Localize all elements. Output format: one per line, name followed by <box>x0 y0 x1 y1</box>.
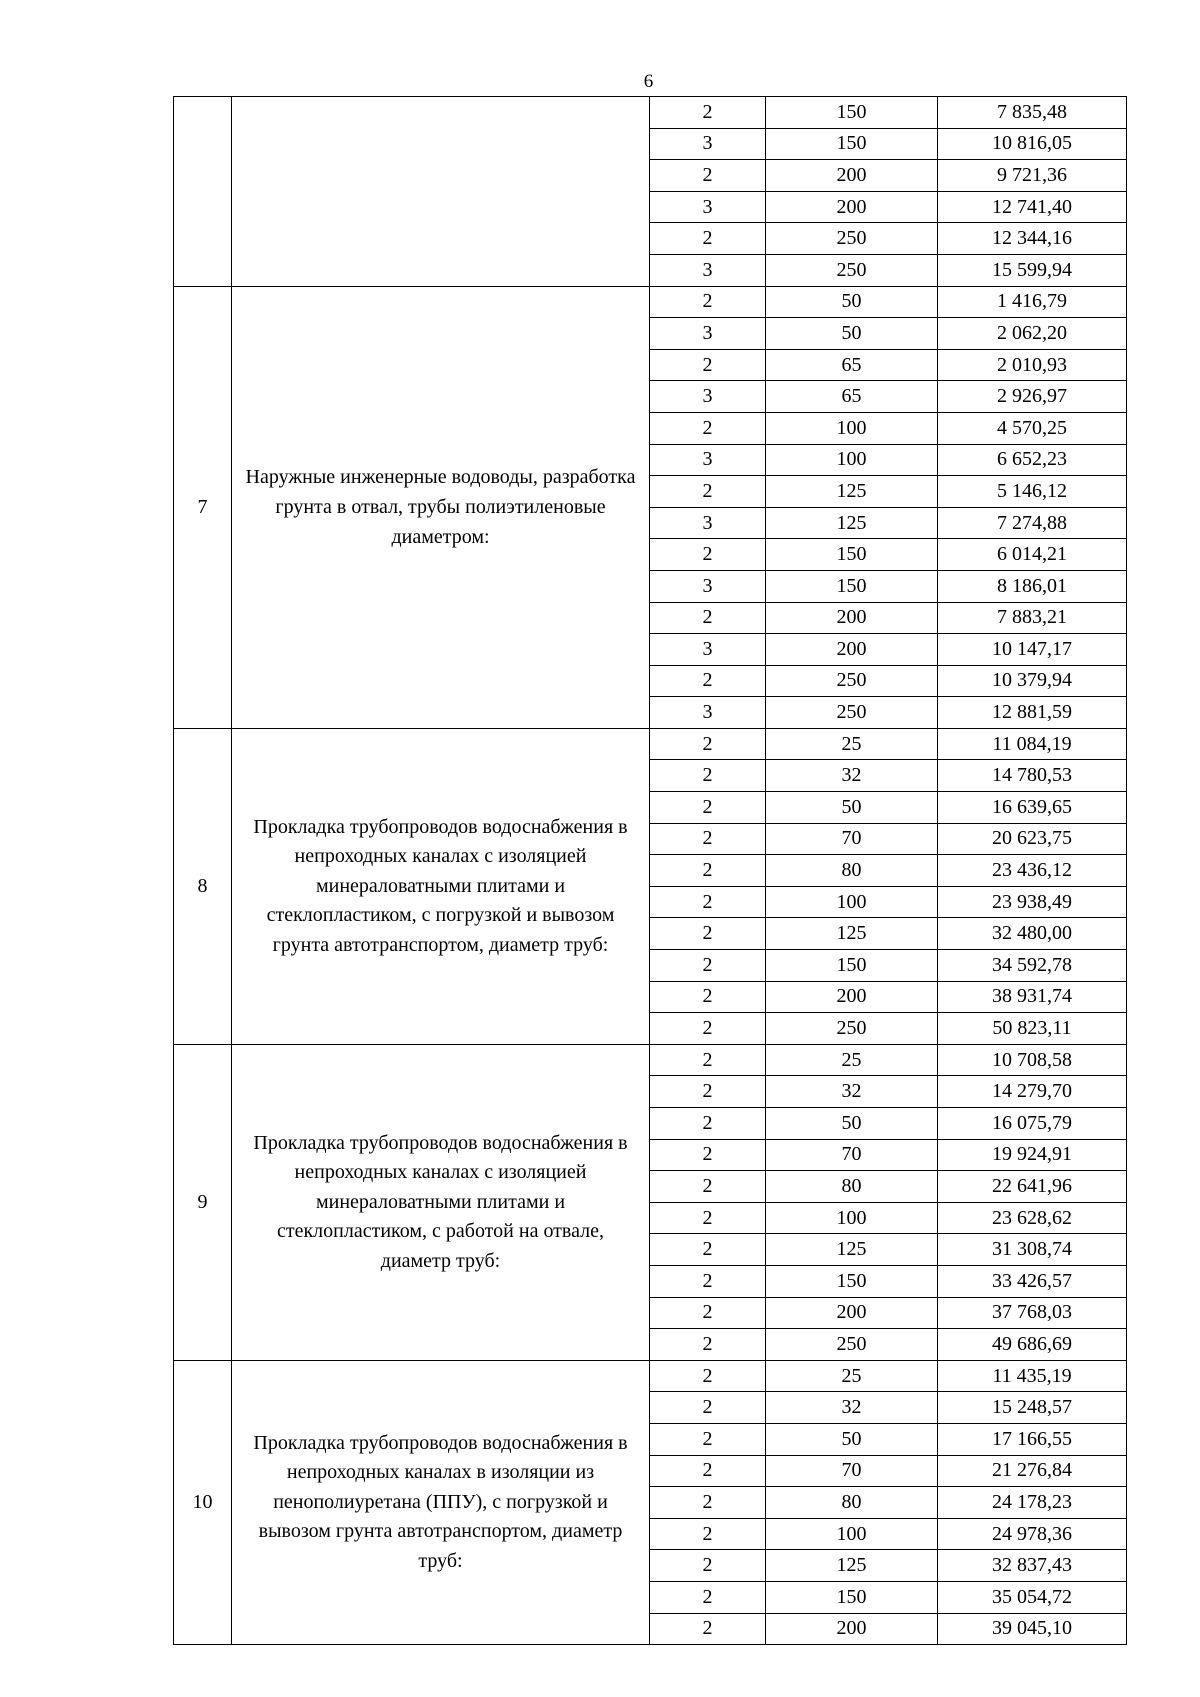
price-cell: 14 780,53 <box>938 760 1127 792</box>
diameter-cell: 65 <box>766 349 938 381</box>
table-row <box>174 728 1127 760</box>
diameter-cell: 150 <box>766 950 938 982</box>
price-cell: 24 978,36 <box>938 1518 1127 1550</box>
category-cell: 2 <box>650 760 766 792</box>
diameter-cell: 150 <box>766 570 938 602</box>
category-cell: 2 <box>650 950 766 982</box>
diameter-cell: 200 <box>766 981 938 1013</box>
section-number <box>174 97 232 287</box>
category-cell: 2 <box>650 1013 766 1045</box>
price-cell: 17 166,55 <box>938 1423 1127 1455</box>
price-cell: 21 276,84 <box>938 1455 1127 1487</box>
diameter-cell: 50 <box>766 1423 938 1455</box>
price-cell: 5 146,12 <box>938 476 1127 508</box>
price-cell: 10 816,05 <box>938 128 1127 160</box>
diameter-cell: 25 <box>766 1044 938 1076</box>
price-cell: 33 426,57 <box>938 1265 1127 1297</box>
section-description: Прокладка трубопроводов водоснабжения в непроходных каналах в изоляции из пенополиуретана (ППУ), с погрузкой и вывозом грунта автотранспортом, диаметр труб: <box>232 1360 650 1644</box>
category-cell: 3 <box>650 697 766 729</box>
price-cell: 32 480,00 <box>938 918 1127 950</box>
price-cell: 19 924,91 <box>938 1139 1127 1171</box>
diameter-cell: 80 <box>766 1487 938 1519</box>
category-cell: 2 <box>650 97 766 129</box>
diameter-cell: 250 <box>766 254 938 286</box>
category-cell: 2 <box>650 918 766 950</box>
price-cell: 11 084,19 <box>938 728 1127 760</box>
price-cell: 32 837,43 <box>938 1550 1127 1582</box>
price-cell: 14 279,70 <box>938 1076 1127 1108</box>
category-cell: 2 <box>650 1392 766 1424</box>
price-cell: 20 623,75 <box>938 823 1127 855</box>
price-cell: 50 823,11 <box>938 1013 1127 1045</box>
diameter-cell: 200 <box>766 191 938 223</box>
category-cell: 2 <box>650 286 766 318</box>
price-cell: 11 435,19 <box>938 1360 1127 1392</box>
diameter-cell: 25 <box>766 728 938 760</box>
diameter-cell: 125 <box>766 918 938 950</box>
diameter-cell: 200 <box>766 1297 938 1329</box>
price-cell: 37 768,03 <box>938 1297 1127 1329</box>
price-cell: 12 881,59 <box>938 697 1127 729</box>
diameter-cell: 32 <box>766 1076 938 1108</box>
category-cell: 2 <box>650 1581 766 1613</box>
price-cell: 16 075,79 <box>938 1108 1127 1140</box>
category-cell: 2 <box>650 981 766 1013</box>
price-cell: 9 721,36 <box>938 160 1127 192</box>
diameter-cell: 125 <box>766 476 938 508</box>
diameter-cell: 150 <box>766 539 938 571</box>
diameter-cell: 250 <box>766 1329 938 1361</box>
diameter-cell: 100 <box>766 412 938 444</box>
category-cell: 2 <box>650 1076 766 1108</box>
price-cell: 4 570,25 <box>938 412 1127 444</box>
price-cell: 12 741,40 <box>938 191 1127 223</box>
category-cell: 3 <box>650 444 766 476</box>
section-description <box>232 97 650 287</box>
category-cell: 2 <box>650 1518 766 1550</box>
price-cell: 10 708,58 <box>938 1044 1127 1076</box>
category-cell: 2 <box>650 1360 766 1392</box>
category-cell: 2 <box>650 1044 766 1076</box>
diameter-cell: 125 <box>766 1234 938 1266</box>
category-cell: 2 <box>650 1487 766 1519</box>
diameter-cell: 50 <box>766 1108 938 1140</box>
table-row <box>174 97 1127 129</box>
price-cell: 15 248,57 <box>938 1392 1127 1424</box>
category-cell: 2 <box>650 412 766 444</box>
diameter-cell: 32 <box>766 1392 938 1424</box>
diameter-cell: 150 <box>766 128 938 160</box>
price-cell: 10 147,17 <box>938 634 1127 666</box>
diameter-cell: 200 <box>766 160 938 192</box>
price-cell: 49 686,69 <box>938 1329 1127 1361</box>
diameter-cell: 200 <box>766 602 938 634</box>
diameter-cell: 65 <box>766 381 938 413</box>
diameter-cell: 125 <box>766 1550 938 1582</box>
diameter-cell: 50 <box>766 792 938 824</box>
category-cell: 2 <box>650 223 766 255</box>
price-cell: 16 639,65 <box>938 792 1127 824</box>
category-cell: 2 <box>650 539 766 571</box>
diameter-cell: 150 <box>766 97 938 129</box>
category-cell: 2 <box>650 1423 766 1455</box>
category-cell: 2 <box>650 476 766 508</box>
price-cell: 6 652,23 <box>938 444 1127 476</box>
section-number: 9 <box>174 1044 232 1360</box>
category-cell: 2 <box>650 823 766 855</box>
category-cell: 2 <box>650 1171 766 1203</box>
price-cell: 12 344,16 <box>938 223 1127 255</box>
category-cell: 2 <box>650 1234 766 1266</box>
diameter-cell: 250 <box>766 697 938 729</box>
diameter-cell: 70 <box>766 823 938 855</box>
diameter-cell: 100 <box>766 1202 938 1234</box>
price-cell: 24 178,23 <box>938 1487 1127 1519</box>
diameter-cell: 50 <box>766 286 938 318</box>
price-cell: 7 835,48 <box>938 97 1127 129</box>
price-cell: 6 014,21 <box>938 539 1127 571</box>
diameter-cell: 80 <box>766 855 938 887</box>
price-cell: 39 045,10 <box>938 1613 1127 1645</box>
price-cell: 2 926,97 <box>938 381 1127 413</box>
diameter-cell: 250 <box>766 1013 938 1045</box>
category-cell: 2 <box>650 1455 766 1487</box>
diameter-cell: 150 <box>766 1581 938 1613</box>
diameter-cell: 150 <box>766 1265 938 1297</box>
price-cell: 23 436,12 <box>938 855 1127 887</box>
category-cell: 3 <box>650 634 766 666</box>
category-cell: 2 <box>650 1139 766 1171</box>
price-cell: 8 186,01 <box>938 570 1127 602</box>
category-cell: 2 <box>650 886 766 918</box>
section-description: Прокладка трубопроводов водоснабжения в непроходных каналах с изоляцией минераловатными плитами и стеклопластиком, с погрузкой и вывозом грунта автотранспортом, диаметр труб: <box>232 728 650 1044</box>
category-cell: 3 <box>650 254 766 286</box>
diameter-cell: 25 <box>766 1360 938 1392</box>
section-number: 8 <box>174 728 232 1044</box>
category-cell: 2 <box>650 1613 766 1645</box>
category-cell: 2 <box>650 665 766 697</box>
category-cell: 3 <box>650 507 766 539</box>
diameter-cell: 250 <box>766 223 938 255</box>
diameter-cell: 125 <box>766 507 938 539</box>
category-cell: 2 <box>650 1329 766 1361</box>
price-cell: 10 379,94 <box>938 665 1127 697</box>
diameter-cell: 200 <box>766 1613 938 1645</box>
category-cell: 2 <box>650 792 766 824</box>
diameter-cell: 100 <box>766 444 938 476</box>
diameter-cell: 70 <box>766 1455 938 1487</box>
section-number: 10 <box>174 1360 232 1644</box>
category-cell: 2 <box>650 602 766 634</box>
page-number: 6 <box>643 71 654 92</box>
price-cell: 34 592,78 <box>938 950 1127 982</box>
category-cell: 2 <box>650 1550 766 1582</box>
category-cell: 3 <box>650 191 766 223</box>
diameter-cell: 100 <box>766 886 938 918</box>
price-cell: 7 274,88 <box>938 507 1127 539</box>
price-cell: 31 308,74 <box>938 1234 1127 1266</box>
table-body <box>174 97 1127 1645</box>
category-cell: 2 <box>650 728 766 760</box>
price-cell: 38 931,74 <box>938 981 1127 1013</box>
diameter-cell: 80 <box>766 1171 938 1203</box>
section-description: Наружные инженерные водоводы, разработка грунта в отвал, трубы полиэтиленовые диаметром: <box>232 286 650 728</box>
table-row <box>174 1044 1127 1076</box>
price-cell: 2 010,93 <box>938 349 1127 381</box>
price-cell: 1 416,79 <box>938 286 1127 318</box>
category-cell: 2 <box>650 1297 766 1329</box>
category-cell: 2 <box>650 1202 766 1234</box>
diameter-cell: 32 <box>766 760 938 792</box>
diameter-cell: 100 <box>766 1518 938 1550</box>
price-cell: 2 062,20 <box>938 318 1127 350</box>
category-cell: 3 <box>650 318 766 350</box>
table-row <box>174 1360 1127 1392</box>
price-cell: 23 938,49 <box>938 886 1127 918</box>
price-cell: 7 883,21 <box>938 602 1127 634</box>
section-description: Прокладка трубопроводов водоснабжения в непроходных каналах с изоляцией минераловатными плитами и стеклопластиком, с работой на отвале, диаметр труб: <box>232 1044 650 1360</box>
diameter-cell: 50 <box>766 318 938 350</box>
diameter-cell: 70 <box>766 1139 938 1171</box>
diameter-cell: 250 <box>766 665 938 697</box>
table-row <box>174 286 1127 318</box>
category-cell: 3 <box>650 570 766 602</box>
diameter-cell: 200 <box>766 634 938 666</box>
category-cell: 2 <box>650 349 766 381</box>
price-table <box>173 96 1127 1645</box>
category-cell: 2 <box>650 855 766 887</box>
price-cell: 22 641,96 <box>938 1171 1127 1203</box>
category-cell: 2 <box>650 1265 766 1297</box>
category-cell: 3 <box>650 128 766 160</box>
category-cell: 3 <box>650 381 766 413</box>
price-cell: 23 628,62 <box>938 1202 1127 1234</box>
price-cell: 35 054,72 <box>938 1581 1127 1613</box>
section-number: 7 <box>174 286 232 728</box>
price-cell: 15 599,94 <box>938 254 1127 286</box>
category-cell: 2 <box>650 160 766 192</box>
category-cell: 2 <box>650 1108 766 1140</box>
